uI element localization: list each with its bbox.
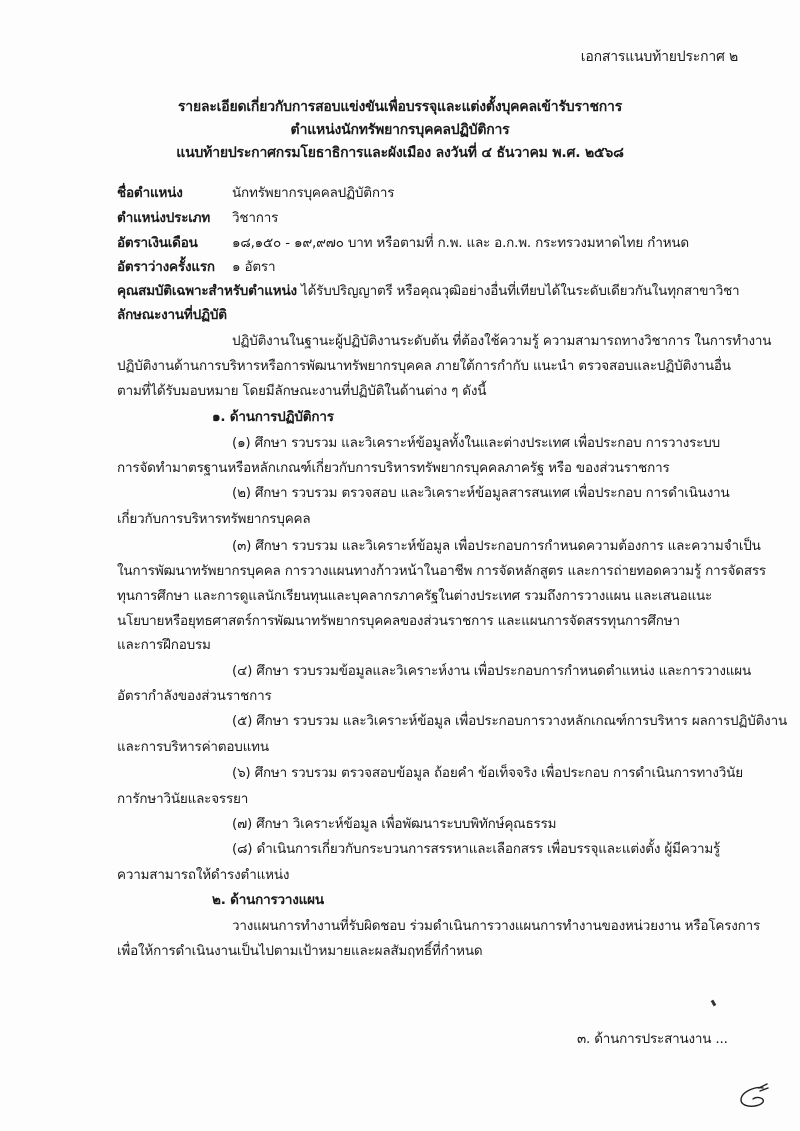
attachment-label: เอกสารแนบท้ายประกาศ ๒ xyxy=(580,49,738,65)
field-label-salary: อัตราเงินเดือน xyxy=(117,235,198,251)
section-2-heading: ๒. ด้านการวางแผน xyxy=(212,892,324,908)
section-1-item-4-line-1: (๔) ศึกษา รวบรวมข้อมูลและวิเคราะห์งาน เพื่อประกอบการกำหนดตำแหน่ง และการวางแผน xyxy=(232,663,751,679)
qualification-row xyxy=(117,282,739,300)
section-1-item-3-line-5: และการฝึกอบรม xyxy=(117,637,211,653)
section-1-item-3-line-2: ในการพัฒนาทรัพยากรบุคคล การวางแผนทางก้าวหน้าในอาชีพ การจัดหลักสูตร และการถ่ายทอดความรู้ การจัดสรร xyxy=(117,563,766,579)
section-1-item-2-line-1: (๒) ศึกษา รวบรวม ตรวจสอบ และวิเคราะห์ข้อมูลสารสนเทศ เพื่อประกอบ การดำเนินงาน xyxy=(232,485,730,501)
section-1-item-4-line-2: อัตรากำลังของส่วนราชการ xyxy=(117,688,272,704)
field-value-salary: ๑๘,๑๕๐ - ๑๙,๙๗๐ บาท หรือตามที่ ก.พ. และ อ.ก.พ. กระทรวงมหาดไทย กำหนด xyxy=(232,235,689,251)
intro-line-3: ตามที่ได้รับมอบหมาย โดยมีลักษณะงานที่ปฏิบัติในด้านต่าง ๆ ดังนี้ xyxy=(117,383,487,399)
initials-signature-icon xyxy=(733,1082,773,1112)
field-label-position-name: ชื่อตำแหน่ง xyxy=(117,185,183,201)
section-1-item-8-line-1: (๘) ดำเนินการเกี่ยวกับกระบวนการสรรหาและเลือกสรร เพื่อบรรจุและแต่งตั้ง ผู้มีความรู้ xyxy=(232,841,721,857)
section-2-line-2: เพื่อให้การดำเนินงานเป็นไปตามเป้าหมายและผลสัมฤทธิ์ที่กำหนด xyxy=(117,943,483,959)
continuation-note: ๓. ด้านการประสานงาน ... xyxy=(577,1031,728,1047)
job-nature-heading: ลักษณะงานที่ปฏิบัติ xyxy=(117,307,227,323)
document-title-line-1: รายละเอียดเกี่ยวกับการสอบแข่งขันเพื่อบรรจุและแต่งตั้งบุคคลเข้ารับราชการ xyxy=(177,99,623,115)
section-1-item-3-line-3: ทุนการศึกษา และการดูแลนักเรียนทุนและบุคลากรภาครัฐในต่างประเทศ รวมถึงการวางแผน และเสนอแนะ xyxy=(117,588,713,604)
section-1-item-2-line-2: เกี่ยวกับการบริหารทรัพยากรบุคคล xyxy=(117,511,311,527)
section-1-heading: ๑. ด้านการปฏิบัติการ xyxy=(212,409,334,425)
scan-speck xyxy=(711,1000,717,1007)
section-1-item-1-line-1: (๑) ศึกษา รวบรวม และวิเคราะห์ข้อมูลทั้งในและต่างประเทศ เพื่อประกอบ การวางระบบ xyxy=(232,435,721,451)
section-1-item-6-line-2: การักษาวินัยและจรรยา xyxy=(117,791,249,807)
field-value-position-type: วิชาการ xyxy=(232,210,279,226)
section-1-item-6-line-1: (๖) ศึกษา รวบรวม ตรวจสอบข้อมูล ถ้อยคำ ข้อเท็จจริง เพื่อประกอบ การดำเนินการทางวินัย xyxy=(232,765,743,781)
section-1-item-3-line-4: นโยบายหรือยุทธศาสตร์การพัฒนาทรัพยากรบุคคลของส่วนราชการ และแผนการจัดสรรทุนการศึกษา xyxy=(117,613,680,629)
section-1-item-5-line-1: (๕) ศึกษา รวบรวม และวิเคราะห์ข้อมูล เพื่อประกอบการวางหลักเกณฑ์การบริหาร ผลการปฏิบัติงาน xyxy=(232,713,787,729)
document-title-line-3: แนบท้ายประกาศกรมโยธาธิการและผังเมือง ลงวันที่ ๔ ธันวาคม พ.ศ. ๒๕๖๘ xyxy=(176,145,624,161)
field-value-position-name: นักทรัพยากรบุคคลปฏิบัติการ xyxy=(232,185,395,201)
qualification-label: คุณสมบัติเฉพาะสำหรับตำแหน่ง xyxy=(117,283,297,299)
section-1-item-8-line-2: ความสามารถให้ดำรงตำแหน่ง xyxy=(117,867,290,883)
section-2-line-1: วางแผนการทำงานที่รับผิดชอบ ร่วมดำเนินการวางแผนการทำงานของหน่วยงาน หรือโครงการ xyxy=(232,918,761,934)
qualification-value: ได้รับปริญญาตรี หรือคุณวุฒิอย่างอื่นที่เทียบได้ในระดับเดียวกันในทุกสาขาวิชา xyxy=(300,283,740,299)
intro-line-1: ปฏิบัติงานในฐานะผู้ปฏิบัติงานระดับต้น ที่ต้องใช้ความรู้ ความสามารถทางวิชาการ ในการทำงาน xyxy=(232,333,772,349)
section-1-item-5-line-2: และการบริหารค่าตอบแทน xyxy=(117,739,269,755)
section-1-item-7-line-1: (๗) ศึกษา วิเคราะห์ข้อมูล เพื่อพัฒนาระบบพิทักษ์คุณธรรม xyxy=(232,816,557,832)
field-label-vacancies: อัตราว่างครั้งแรก xyxy=(117,259,215,275)
section-1-item-1-line-2: การจัดทำมาตรฐานหรือหลักเกณฑ์เกี่ยวกับการบริหารทรัพยากรบุคคลภาครัฐ หรือ ของส่วนราชการ xyxy=(117,460,670,476)
document-title-line-2: ตำแหน่งนักทรัพยากรบุคคลปฏิบัติการ xyxy=(290,122,510,138)
intro-line-2: ปฏิบัติงานด้านการบริหารหรือการพัฒนาทรัพยากรบุคคล ภายใต้การกำกับ แนะนำ ตรวจสอบและปฏิบัติงานอื่น xyxy=(117,358,731,374)
field-label-position-type: ตำแหน่งประเภท xyxy=(117,210,211,226)
field-value-vacancies: ๑ อัตรา xyxy=(232,259,276,275)
section-1-item-3-line-1: (๓) ศึกษา รวบรวม และวิเคราะห์ข้อมูล เพื่อประกอบการกำหนดความต้องการ และความจำเป็น xyxy=(232,538,761,554)
